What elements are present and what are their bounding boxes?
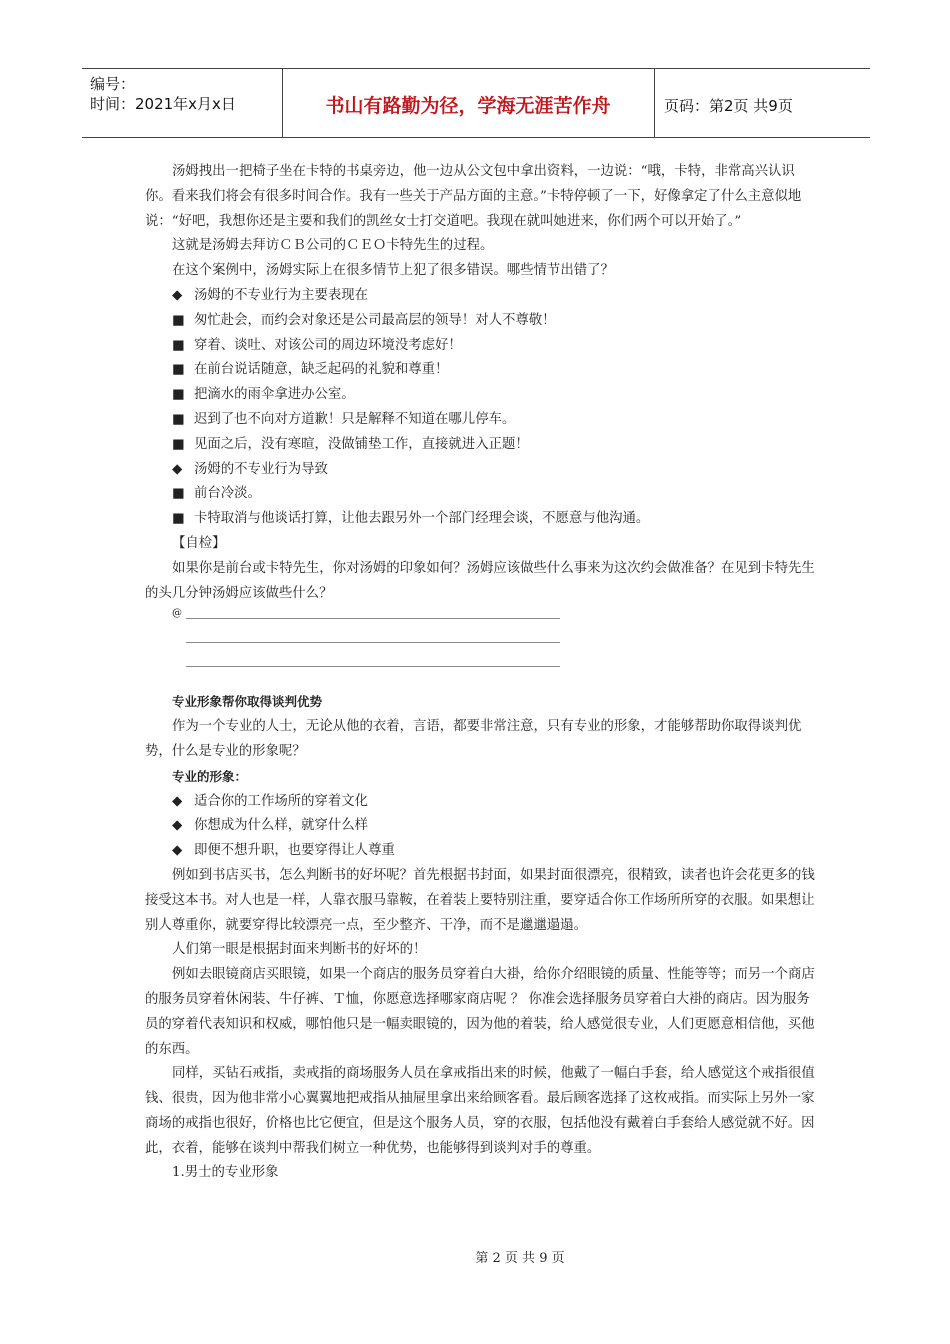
section-title: 专业形象帮你取得谈判优势 xyxy=(172,694,323,710)
selfcheck-title: 【自检】 xyxy=(172,535,226,551)
page-header xyxy=(82,68,870,138)
diamond-bullet-icon: ◆ xyxy=(172,287,183,303)
document-body xyxy=(145,160,817,1186)
list-item: ■ 迟到了也不向对方道歉！只是解释不知道在哪儿停车。 xyxy=(145,408,817,433)
header-motto: 书山有路勤为径，学海无涯苦作舟 xyxy=(325,95,611,117)
doc-code-label: 编号： xyxy=(90,75,136,93)
professional-image-list xyxy=(145,790,817,864)
subsection-title: 专业的形象： xyxy=(172,768,248,784)
diamond-bullet-icon: ◆ xyxy=(172,818,183,834)
list-item: ■ 见面之后，没有寒暄，没做铺垫工作，直接就进入正题！ xyxy=(145,433,817,458)
square-bullet-icon: ■ xyxy=(172,387,185,403)
doc-time-label: 时间：2021年x月x日 xyxy=(90,95,236,113)
paragraph-bookstore-example: 例如到书店买书，怎么判断书的好坏呢？首先根据书封面，如果封面很漂亮，很精致，读者也许会花更多的钱接受这本书。对人也是一样，人靠衣服马靠鞍，在着装上要特别注重，要穿适合你工作场所所穿的衣服。如果想让别人尊重你，就要穿得比较漂亮一点，至少整齐、干净，而不是邋邋遢遢。 xyxy=(145,867,815,933)
list-item: ◆ 汤姆的不专业行为主要表现在 xyxy=(145,284,817,309)
answer-line xyxy=(186,618,560,619)
list-item: ■ 把滴水的雨伞拿进办公室。 xyxy=(145,383,817,408)
square-bullet-icon: ■ xyxy=(172,362,185,378)
square-bullet-icon: ■ xyxy=(172,436,185,452)
paragraph-male-image-heading: 1.男士的专业形象 xyxy=(172,1165,279,1181)
list-item: ■ 穿着、谈吐、对该公司的周边环境没考虑好！ xyxy=(145,334,817,359)
square-bullet-icon: ■ xyxy=(172,486,185,502)
paragraph-glasses-example: 例如去眼镜商店买眼镜，如果一个商店的服务员穿着白大褂，给你介绍眼镜的质量、性能等等；而另一个商店的服务员穿着休闲装、牛仔裤、Ｔ恤，你愿意选择哪家商店呢 ？ 你准会选择服务员穿着白大褂的商店。因为服务员的穿着代表知识和权威，哪怕他只是一幅卖眼镜的，因为他的着装，给人感觉很专业，人们更愿意相信他，买他的东西。 xyxy=(145,967,815,1057)
paragraph-tom-meets-carter: 汤姆拽出一把椅子坐在卡特的书桌旁边，他一边从公文包中拿出资料，一边说：“哦，卡特，非常高兴认识你。看来我们将会有很多时间合作。我有一些关于产品方面的主意。”卡特停顿了一下，好像拿定了什么主意似地说：“好吧，我想你还是主要和我们的凯丝女士打交道吧。我现在就叫她进来，你们两个可以开始了。” xyxy=(145,164,802,229)
diamond-bullet-icon: ◆ xyxy=(172,461,183,477)
list-item: ◆ 即便不想升职，也要穿得让人尊重 xyxy=(145,839,817,864)
paragraph-mistakes-question: 在这个案例中，汤姆实际上在很多情节上犯了很多错误。哪些情节出错了？ xyxy=(172,263,614,279)
answer-line xyxy=(186,642,560,643)
list-item: ■ 前台冷淡。 xyxy=(145,482,817,507)
answer-line xyxy=(186,666,560,667)
list-item: ◆ 适合你的工作场所的穿着文化 xyxy=(145,790,817,815)
square-bullet-icon: ■ xyxy=(172,312,185,328)
answer-lines xyxy=(172,610,817,670)
header-page-cell xyxy=(654,69,870,137)
list-item: ◆ 汤姆的不专业行为导致 xyxy=(145,458,817,483)
square-bullet-icon: ■ xyxy=(172,411,185,427)
square-bullet-icon: ■ xyxy=(172,337,185,353)
answer-mark: @ xyxy=(172,608,182,620)
header-page-code: 页码：第2页 共9页 xyxy=(664,97,793,115)
mistakes-list xyxy=(145,284,817,532)
paragraph-cover-judgment: 人们第一眼是根据封面来判断书的好坏的！ xyxy=(172,942,427,958)
paragraph-ring-example: 同样，买钻石戒指，卖戒指的商场服务人员在拿戒指出来的时候，他戴了一幅白手套，给人感觉这个戒指很值钱、很贵，因为他非常小心翼翼地把戒指从抽屉里拿出来给顾客看。最后顾客选择了这枚戒指。而实际上另外一家商场的戒指也很好，价格也比它便宜，但是这个服务人员，穿的衣服，包括他没有戴着白手套给人感觉就不好。因此，衣着，能够在谈判中帮我们树立一种优势，也能够得到谈判对手的尊重。 xyxy=(145,1066,815,1156)
page-footer: 第 2 页 共 9 页 xyxy=(475,1251,565,1266)
list-item: ■ 匆忙赴会，而约会对象还是公司最高层的领导！对人不尊敬！ xyxy=(145,309,817,334)
paragraph-visit-summary: 这就是汤姆去拜访ＣＢ公司的ＣＥＯ卡特先生的过程。 xyxy=(172,238,494,254)
header-left-cell xyxy=(82,69,283,137)
diamond-bullet-icon: ◆ xyxy=(172,843,183,859)
paragraph-professional-intro: 作为一个专业的人士，无论从他的衣着，言语，都要非常注意，只有专业的形象，才能够帮助你取得谈判优势，什么是专业的形象呢？ xyxy=(145,719,802,759)
list-item: ◆ 你想成为什么样，就穿什么样 xyxy=(145,814,817,839)
list-item: ■ 在前台说话随意，缺乏起码的礼貌和尊重！ xyxy=(145,358,817,383)
square-bullet-icon: ■ xyxy=(172,511,185,527)
header-motto-cell xyxy=(282,69,655,137)
selfcheck-question: 如果你是前台或卡特先生，你对汤姆的印象如何？汤姆应该做些什么事来为这次约会做准备？在见到卡特先生的头几分钟汤姆应该做些什么？ xyxy=(145,560,815,601)
diamond-bullet-icon: ◆ xyxy=(172,793,183,809)
list-item: ■ 卡特取消与他谈话打算，让他去跟另外一个部门经理会谈，不愿意与他沟通。 xyxy=(145,507,817,532)
